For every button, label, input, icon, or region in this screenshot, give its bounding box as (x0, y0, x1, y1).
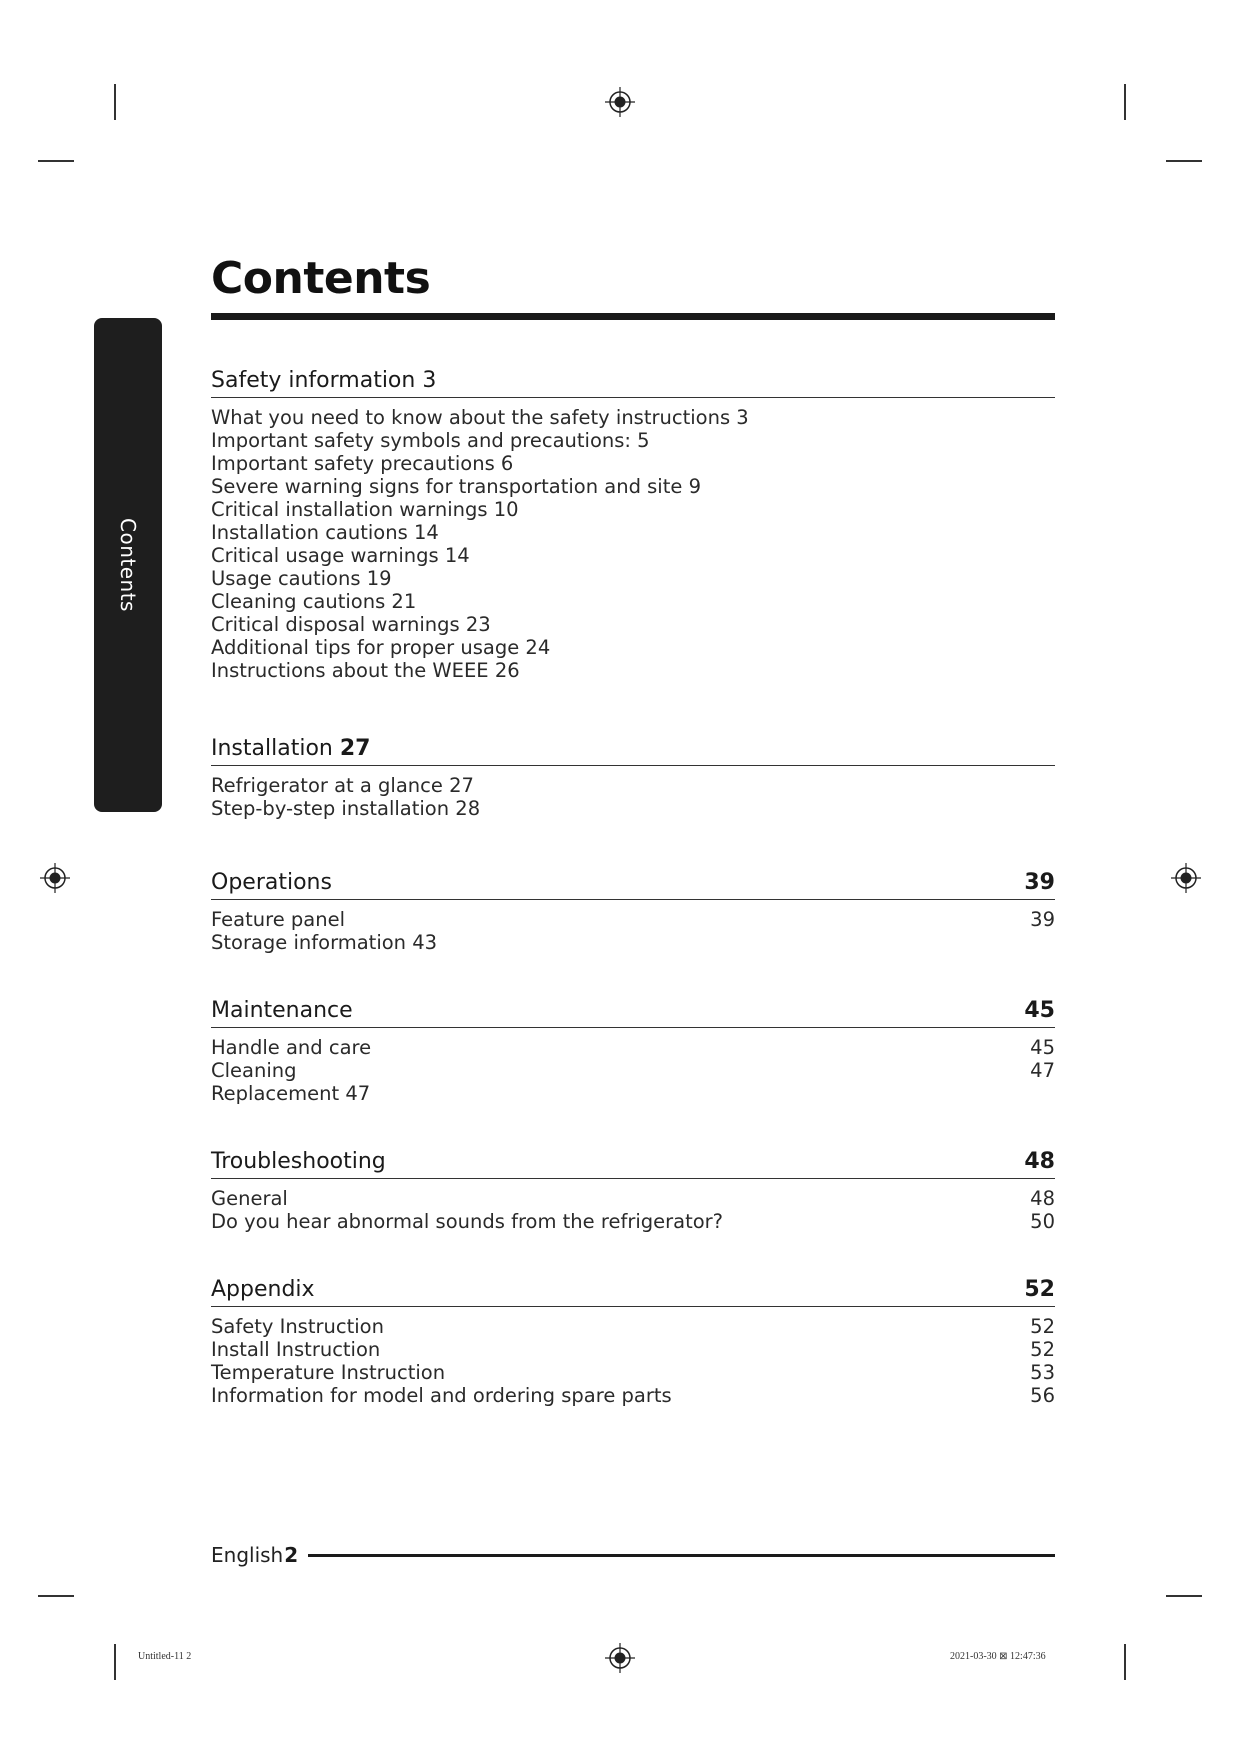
footer-rule (308, 1554, 1055, 1557)
item-page: 53 (1030, 1361, 1055, 1384)
section-heading (211, 366, 1055, 398)
toc-item[interactable]: Storage information 43 (211, 931, 438, 954)
footer-page-number: 2 (284, 1543, 299, 1567)
toc-item[interactable]: General 48 (211, 1187, 1055, 1210)
registration-mark-icon (1171, 863, 1201, 893)
crop-mark (114, 84, 116, 120)
toc-section-installation (211, 734, 1055, 820)
section-items (211, 1036, 1055, 1105)
section-page: 3 (422, 368, 437, 393)
section-page: 39 (1024, 870, 1055, 895)
section-page: 45 (1024, 998, 1055, 1023)
toc-item[interactable]: Cleaning 47 (211, 1059, 1055, 1082)
toc-item[interactable]: Usage cautions 19 (211, 567, 392, 590)
crop-mark (114, 1644, 116, 1680)
item-page: 52 (1030, 1315, 1055, 1338)
footer-language: English (211, 1543, 284, 1567)
printer-timestamp: 2021-03-30 ⊠ 12:47:36 (950, 1651, 1046, 1662)
toc-item[interactable]: Temperature Instruction 53 (211, 1361, 1055, 1384)
page-title: Contents (211, 253, 431, 304)
crop-mark (38, 160, 74, 162)
section-page: 52 (1024, 1277, 1055, 1302)
toc-item[interactable]: What you need to know about the safety instructions 3 (211, 406, 749, 429)
section-heading (211, 868, 1055, 900)
section-items (211, 406, 1055, 682)
toc-item[interactable]: Install Instruction 52 (211, 1338, 1055, 1361)
section-items (211, 908, 1055, 954)
crop-mark (38, 1595, 74, 1597)
side-tab (94, 318, 162, 812)
registration-mark-icon (40, 863, 70, 893)
section-heading (211, 1275, 1055, 1307)
crop-mark (1124, 1644, 1126, 1680)
crop-mark (1166, 1595, 1202, 1597)
toc-item[interactable]: Do you hear abnormal sounds from the refrigerator? 50 (211, 1210, 1055, 1233)
toc-item[interactable]: Installation cautions 14 (211, 521, 439, 544)
section-items (211, 1315, 1055, 1407)
section-heading-text: Installation 27 (211, 736, 371, 761)
registration-mark-icon (605, 87, 635, 117)
section-heading (211, 1147, 1055, 1179)
toc-item[interactable]: Feature panel 39 (211, 908, 1055, 931)
toc-section-maintenance (211, 996, 1055, 1105)
toc-item[interactable]: Instructions about the WEEE 26 (211, 659, 520, 682)
toc-item[interactable]: Step-by-step installation 28 (211, 797, 481, 820)
section-heading (211, 996, 1055, 1028)
item-page: 45 (1030, 1036, 1055, 1059)
toc-item[interactable]: Additional tips for proper usage 24 (211, 636, 551, 659)
toc-section-troubleshooting (211, 1147, 1055, 1233)
toc-item[interactable]: Replacement 47 (211, 1082, 371, 1105)
toc-item[interactable]: Safety Instruction 52 (211, 1315, 1055, 1338)
toc-item[interactable]: Information for model and ordering spare parts 56 (211, 1384, 1055, 1407)
title-rule (211, 313, 1055, 320)
printer-file-label: Untitled-11 2 (138, 1651, 192, 1662)
registration-mark-icon (605, 1643, 635, 1673)
section-items (211, 774, 1055, 820)
item-page: 48 (1030, 1187, 1055, 1210)
page-footer (211, 1543, 1055, 1567)
contents-header (211, 250, 1055, 320)
toc-item[interactable]: Important safety precautions 6 (211, 452, 514, 475)
toc-item[interactable]: Severe warning signs for transportation and site 9 (211, 475, 701, 498)
item-page: 39 (1030, 908, 1055, 931)
item-page: 52 (1030, 1338, 1055, 1361)
toc-sections (211, 366, 1055, 1407)
toc-item[interactable]: Critical disposal warnings 23 (211, 613, 491, 636)
section-page: 48 (1024, 1149, 1055, 1174)
section-heading-text: Safety information 3 (211, 368, 437, 393)
item-page: 47 (1030, 1059, 1055, 1082)
section-page: 27 (339, 736, 371, 761)
section-heading-text: Operations (211, 870, 332, 895)
toc-item[interactable]: Critical usage warnings 14 (211, 544, 470, 567)
section-heading-text: Maintenance (211, 998, 353, 1023)
toc-item[interactable]: Critical installation warnings 10 (211, 498, 519, 521)
toc-section-operations (211, 868, 1055, 954)
item-page: 56 (1030, 1384, 1055, 1407)
toc-item[interactable]: Important safety symbols and precautions: 5 (211, 429, 650, 452)
toc-item[interactable]: Cleaning cautions 21 (211, 590, 417, 613)
toc-section-appendix (211, 1275, 1055, 1407)
toc-section-safety-information (211, 366, 1055, 682)
crop-mark (1124, 84, 1126, 120)
toc-item[interactable]: Handle and care 45 (211, 1036, 1055, 1059)
item-page: 50 (1030, 1210, 1055, 1233)
side-tab-label: Contents (116, 518, 140, 612)
crop-mark (1166, 160, 1202, 162)
section-heading-text: Troubleshooting (211, 1149, 386, 1174)
section-heading-text: Appendix (211, 1277, 315, 1302)
section-items (211, 1187, 1055, 1233)
toc-item[interactable]: Refrigerator at a glance 27 (211, 774, 474, 797)
section-heading (211, 734, 1055, 766)
